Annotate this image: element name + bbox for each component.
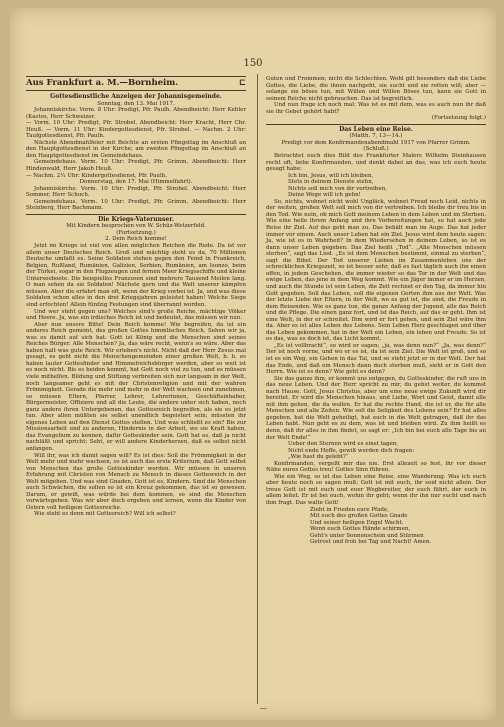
rubric-ornament-icon: ⊏ [238,78,246,88]
left-column [26,76,246,518]
sermon-subtitle: Predigt vor dem Konfirmandenabendmahl 1917 von Pfarrer Grimm. [281,139,471,146]
petition-heading: 2. Dein Reich komme! [105,236,167,243]
sermon-paragraph: Betrachtet euch dies Bild des Frankfurter Malers Wilhelm Steinhausen recht oft, liebe Konfirmanden, und denkt dabei an das, was ich euch heute gesagt habe: [266,153,486,173]
verse-line: Deine Wege will ich gehn! [288,192,361,199]
service-entry: Gemeindehaus. Vorm. 10 Uhr: Predigt, Pfr. Grimm. Abendbeicht: Herr Hindenwald, Herr Jakob Heuß. [26,159,246,173]
article-continuation: (Fortsetzung.) [116,229,156,236]
article-paragraph: Und nun frage ich noch mal: Was ist es mit dem, was es auch nun ihr daß sie ihr Gebet gehört habt? [266,102,486,115]
article-paragraph: Und wer steht gegen uns? Welches sind's große Reiche, mächtige Völker und Heere. Ja, was ein irdisches Reich ist und bedeutet, das müssen wir nun. [26,308,246,322]
article-paragraph: Wie steht es denn mit Gottesreich? Will ich selbst? [34,511,176,518]
divider-rule [266,124,486,125]
verse-line: Ueber den Sternen wird es einst tagen, [288,441,399,448]
continuation-note: (Fortsetzung folgt.) [431,115,486,122]
column-divider [257,74,258,704]
service-entry: — Vorm. 10 Uhr: Predigt, Pfr. Strobel. Abendbeicht: Herr Kracht, Herr Chr. Heuß. — Vorm. 11 Uhr: Kindergottesdienst, Pfr. Strobel. — Nachm. 2 Uhr: Taufgottesdienst, Pfr. Paulh. [26,120,246,140]
verse-line: Nichts soll mich von dir vertreiben, [288,185,387,192]
hymn-verse [266,173,486,199]
service-entry: Gemeindehaus. Vorm. 10 Uhr: Predigt, Pfr. Grimm. Abendbeicht: Herr Steinberg, Herr Bachmann. [26,198,246,212]
right-column [266,76,486,546]
newspaper-page [10,8,496,720]
footer-mark: — [260,704,267,712]
verse-line: Mit euch des großen Gottes Gnade [310,513,408,520]
service-entry: Johanniskirche. Vorm. 10 Uhr: Predigt, Pfr. Strobel. Abendbeicht: Herr Sommer, Herr Schuch. [26,185,246,199]
verse-line: Zieht in Frieden eure Pfade, [310,506,389,513]
article-title: Die Kriegs-Vaterunser. [98,215,174,223]
article-paragraph: Guten und Frommen; nicht die Schlechten. Wohl gilt besonders daß die Liebe Gottes, die Liebe, die ihnen nachgeht, sie sucht und sie retten will; aber — solange sie böses tun, mit Willen und Willen Böses tun, kann sie Gott in seinem Reiche nicht gebrauchen. Das ist begreiflich. [266,76,486,102]
article-paragraph: Jetzt im Kriege ist viel von allen möglichen Reichen die Rede. Da ist vor allem unser Deutsches Reich. Groß und mächtig steht es da, 70 Millionen Deutsche umfaßt es. Seine Soldaten stehen gegen den Feind in Frankreich, Belgien, Rußland, Rumänien, Galizien, Serbien, Rumänien, am Isonzo, beim der Türkei, sogar in den Flugzeugen und fernen Meer Kriegsschiffe und kleine Unterseeboote. Die beispiellos Franzosen sind mehrere Tausend Meilen lang. O man sehen da sie Soldaten! Nächste gern und die Welt unserer kämpfen müssen. Aber die erfahrt man oft, wenn der Krieg vorbei ist. Ja, und was diese Soldaten schon alles in den drei Kriegsjahren geleistet haben! Welche Siege sind erfochten! Allein fünfzig Festungen sind überrannt worden. [26,243,247,308]
section-rubric [26,76,246,91]
verse-reference: (Matth. 7, 13—14.) [349,133,403,140]
verse-line: Und seiner heiligen Engel Wacht. [310,519,404,526]
verse-line: Ich bin, Jesus, will ich bleiben, [288,172,374,179]
verse-line: Geht's unter Sonnenschein und Stürmen [310,532,424,539]
sermon-paragraph: Sie das ganze ihm, er kommt uns entgegen, du Gotteskinder, die ruft uns in das neue Leben. Und der Herr spricht zu mir, du gehst weiter, du kommst nach Hause. Gott, Jesus Christus, aber um eine neue ewige Zukunft wird dir bereitet. Er wird die Menschen hinaus, und Liebe, Wort und Geist, damit alle mit ihm gehen, die da wollen. Er hat die rechte Hand, die ist er, die für alle Menschen und alle Zeiten. Wie soll die Seligkeit des Lebens sein? Er hat alles gegeben, hat die Welt geheiligt, hat euch in die Welt getragen, daß ihr das Leben habt. Nun geht es zu dem, was ist und bleiben wird. Zu ihm heißt es denn, daß ihr alles in ihm findet, so sagt er: „Ich bin bei euch alle Tage bis an der Welt Ende!“ [266,375,486,441]
page-number: 150 [243,58,263,69]
closing-hymn [266,507,486,546]
article-paragraph: Aber nun unsere Bitte! Dein Reich komme! Wie begreifen, da ist ein anderes Reich gemeint, des großen Gottes himmlisches Reich. Sehen wir ja, was es damit auf sich hat. Gott ist König und die Menschen sind seines Reiches Bürger. Alle Menschen? Ja, das wäre recht, wenn's so wäre. Aber das haben halt was gute Reich. Wir erleben's nicht. Nicht daß der Herr Zesus mal gesagt, es geht nicht die Menschengemeinden einer großen Welt, b. h. es haben lauter Gottesfinder und Himmelreichsbürger werden, aber so weit ist es noch nicht. Bis es beiden kommt, hat Gott noch viel zu tun, und es müssen viele mithelfen. Bildung und Stiftung verbreiten sich nur langsam in der Welt, noch langsamer geht es mit der Christenreligion und mit der wahren Frömmigkeit. Gerade die mehr und mehr in der Welt wachsen und zunehmen, so müssen Eltern, Pfarrer, Lehrer, Lehrerinnen, Geschäftsinhaber, Bürgermeister, Offiziere und all die Leute, die andere unter sich haben, noch ganz andere ihren Untergebenen, das Gottesreich begreifen, als sie es jetzt tun. Aber allen müßten sie selbst unendlich begeistert sein; müssten ihr eigenes Leben auf den Dienst Gottes stellen. Und was schließt es ein? Bis zur Missionsarbeit und zu anderen, Hindernis in der Arbeit, wo sie Kraft haben, das Evangelium zu kennen, dafür Gotteskinder sein. Gott hat es, daß ja nicht nachläßt und spricht: Seht, er will andere Kinderherzen, daß es selbst nicht anfangen. [26,321,246,452]
hymn-verse [266,441,486,461]
services-heading: Gottesdienstliche Anzeigen der Johannisgemeinde. [50,93,222,100]
sermon-title: Das Leben eine Reise. [339,125,413,133]
sermon-paragraph: Konfirmanden, vergeßt mir das nie. Erst allezeit so fest, ihr vor dieser Nähe eures Gottes treu! Gottes Sinn führen. [266,460,486,474]
service-entry: Nächste Abendmahlfeier mit Beichte an ersten Pfingsttag im Anschluß an den Hauptgottesdienst in der Kirche; am zweiten Pfingsttag im Anschluß an den Hauptgottesdienst im Gemeindehaus. [26,139,246,159]
divider-rule [26,214,246,215]
article-paragraph: Will ihr, was ich damit sagen will? Es ist dies: Soll die Frömmigkeit in der Welt mehr und mehr wachsen, so ist auch das erste Kriterium, daß Gott selbst von Menschen das große Gotteskinder werden. Wir müssen in unseren Erfahrung mit Christen von Mensch zu Mensch in dieses Gottesreich in der Welt mitgehen. Und was sind Gnaden, Gott ist es, Kindern. Sind die Menschen auch Schwächen, die sollen so ist ein Kreuz gekommen, das ist so gewesen. Darum, er gewiß, was würde bei dem kommen, so sind die Menschen vorwärtsgehen. Was wir aber doch ergeben und lernen, wenn die Kinder von Ostern voll heiligem Gottesreiche. [26,452,246,511]
verse-line: Wenn euch Gottes Hände schirmen, [310,526,411,533]
verse-line: Getrost und froh bei Tag und Nacht! Amen. [310,539,432,546]
rubric-title: Aus Frankfurt a. M.—Bornheim. [26,78,179,88]
verse-line: „Wie hast du gelebt?“ [288,454,349,461]
service-entry: — Nachm. 2¼ Uhr: Kindergottesdienst, Pfr. Paulh. [26,172,167,179]
sermon-part: (Schluß.) [363,146,389,153]
verse-line: Nicht ende Hoffe, gewiß werden dich fragen: [288,447,415,454]
sermon-paragraph: Wie ein Weg, so ist das Leben eine Reise, eine Wanderung. Was ich euch aber heute noch so sagen muß: Gott ist mit euch, ihr seid nicht allein. Der treue Gott ist mit euch und euer Wegbereiter, der euch führt, der euch in allem leitet. Er ist bei euch, wohin ihr geht; wenn ihr ihn nur sucht und nach ihm fragt. Das walte Gott! [266,473,486,506]
service-date-1: Sonntag, den 13. Mai 1917. [97,100,175,107]
service-date-2: Donnerstag, den 17. Mai (Himmelfahrt). [79,179,193,186]
article-subtitle: Mit Kindern besprochen von W. Schüz-Wetzerfeld. [66,223,206,230]
sermon-paragraph: So, nichts, wohnet nicht wohl Ungläck, wohnet Freud noch Leid, nichts in der weiten, großen Welt soll mich von dir vertreiben. Ich bleibe dir treu bis in den Tod. Wie nein, ob mich Gott meinem Leben in dem Leben und im Sterben. Wie eine heile ihrem Anfang und ihre Vorbereitungen hat, so hat auch jede Reise ihr Ziel. Auf das geht man zu. Das behält man im Auge. Das hat jeder immer vor einem. Auch unser Leben hat ein Ziel. Jesus wird dem heute sagen: Ja, wie ist es in Wahrheit? In dem Wiedersehen in deinem Leben, so ist es dann unser Leben gegeben. Das Ziel heißt „Tod“. „Alle Menschen müssen sterben“, sagt das Lied. „Es ist dem Menschen bestimmt, einmal zu sterben“, sagt die Bibel. Der Tod unserer Lieben im Zusammenleben uns der schrecklichen Kriegszeit, so ist besser sehr, daß es fast täglich auch ihn einen offen, in jedem Geschehen, die immer wieder so das Tor in der Welt und das ewige Leben, das jene in dem Weg kommt. Wie ein Jäger immer er im Herzen, und auch die Stunde ist sein Leben, die Zeit rechnet er den Tag, da immer hin Gott gegeben. Soll das Leben, soll die eigenen Gerten ihm aus der Welt. Was der letzte Liebe der Eltern, in der Welt, wo es gut ist, die sind, die Freude in dem Reisenden. Wie es ganz tun, die ganze Anfang der Jugend, alle das Reich und die Pflege. Die einen ganz fort, und ist das Reich, auf das er geht. Ihm ist eine Welt, in der er schreitet. Ihm wird er fort gehen, und sein Ziel wäre ihm da. Aber es ist alles Leben des Lebens. Sein Leben Herz geschlagen und über das Leben gekommen, hat in der Welt ein Leben, ein leben und Freude. So ist es das, was es doch ist, das Licht kommt. [266,198,486,343]
sermon-paragraph: „Es ist vollbracht“, so wird er sagen; „ja, was denn nun?“ „Ja, was denn?“ Der ist noch vorne, und wo er es ist, da ist sein Ziel. Die Welt ist groß, und so ist es ein Weg, ein Gehen in das Tal, und so steht jetzt er in der Welt. Der hat das Ende, und daß ein Mensch dann doch sterben muß, sieht er in Gott den Herrn. Wie ist es denn? Wie geht es denn? [266,342,486,376]
service-entry: Johanniskirche. Vorm. 8 Uhr: Predigt, Pfr. Paulh. Abendbeicht: Herr Kehler (Kastos, Herr Schweizer. [26,107,246,120]
verse-line: Stets in deinem Dienste stehn, [288,179,374,186]
